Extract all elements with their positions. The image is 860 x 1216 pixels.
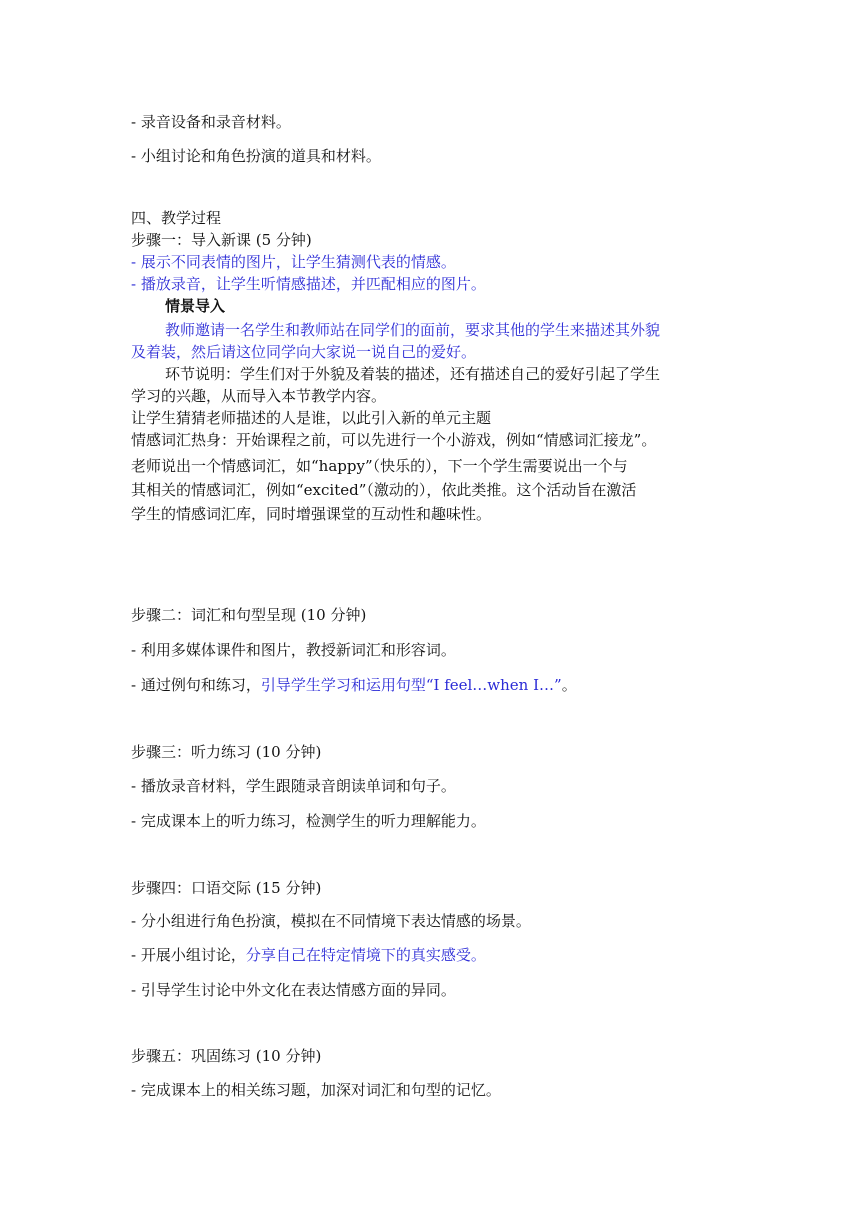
step1-bullet-2: - 播放录音，让学生听情感描述，并匹配相应的图片。 — [131, 275, 486, 293]
warmup-line-2: 老师说出一个情感词汇，如“happy”（快乐的），下一个学生需要说出一个与 — [131, 457, 628, 475]
step2-bullet-2 — [131, 674, 577, 696]
step2-heading: 步骤二：词汇和句型呈现 (10 分钟) — [131, 606, 367, 624]
step2-bullet-2-highlight: 引导学生学习和运用句型“I feel…when I…” — [260, 676, 562, 694]
scene-line-2: 及着装，然后请这位同学向大家说一说自己的爱好。 — [131, 343, 477, 361]
note-line-1: 环节说明：学生们对于外貌及着装的描述，还有描述自己的爱好引起了学生 — [165, 365, 661, 383]
step3-bullet-2: - 完成课本上的听力练习，检测学生的听力理解能力。 — [131, 812, 486, 830]
note-line-2: 学习的兴趣，从而导入本节教学内容。 — [131, 387, 387, 405]
materials-recording: - 录音设备和录音材料。 — [131, 113, 291, 131]
step3-bullet-1: - 播放录音材料，学生跟随录音朗读单词和句子。 — [131, 777, 456, 795]
step2-bullet-2-suffix: 。 — [561, 676, 577, 694]
step4-bullet-3: - 引导学生讨论中外文化在表达情感方面的异同。 — [131, 981, 456, 999]
guess-line: 让学生猜猜老师描述的人是谁，以此引入新的单元主题 — [131, 409, 492, 427]
step4-heading: 步骤四：口语交际 (15 分钟) — [131, 879, 322, 897]
warmup-line-3: 其相关的情感词汇，例如“excited”（激动的），依此类推。这个活动旨在激活 — [131, 481, 637, 499]
scene-title: 情景导入 — [165, 297, 226, 315]
step4-bullet-2-highlight: 分享自己在特定情境下的真实感受。 — [245, 946, 486, 964]
step1-bullet-1: - 展示不同表情的图片，让学生猜测代表的情感。 — [131, 253, 456, 271]
materials-props: - 小组讨论和角色扮演的道具和材料。 — [131, 147, 381, 165]
step2-bullet-1: - 利用多媒体课件和图片，教授新词汇和形容词。 — [131, 641, 456, 659]
step1-heading: 步骤一：导入新课 (5 分钟) — [131, 231, 312, 249]
step3-heading: 步骤三：听力练习 (10 分钟) — [131, 743, 322, 761]
scene-line-1: 教师邀请一名学生和教师站在同学们的面前，要求其他的学生来描述其外貌 — [165, 321, 661, 339]
step4-bullet-2-prefix: - 开展小组讨论， — [131, 946, 246, 964]
step5-bullet-1: - 完成课本上的相关练习题，加深对词汇和句型的记忆。 — [131, 1081, 501, 1099]
section-title: 四、教学过程 — [131, 209, 222, 227]
step2-bullet-2-prefix: - 通过例句和练习， — [131, 676, 261, 694]
step5-heading: 步骤五：巩固练习 (10 分钟) — [131, 1047, 322, 1065]
warmup-line-4: 学生的情感词汇库，同时增强课堂的互动性和趣味性。 — [131, 505, 492, 523]
step4-bullet-2 — [131, 944, 486, 966]
warmup-line-1: 情感词汇热身：开始课程之前，可以先进行一个小游戏，例如“情感词汇接龙”。 — [131, 431, 657, 449]
step4-bullet-1: - 分小组进行角色扮演，模拟在不同情境下表达情感的场景。 — [131, 912, 531, 930]
